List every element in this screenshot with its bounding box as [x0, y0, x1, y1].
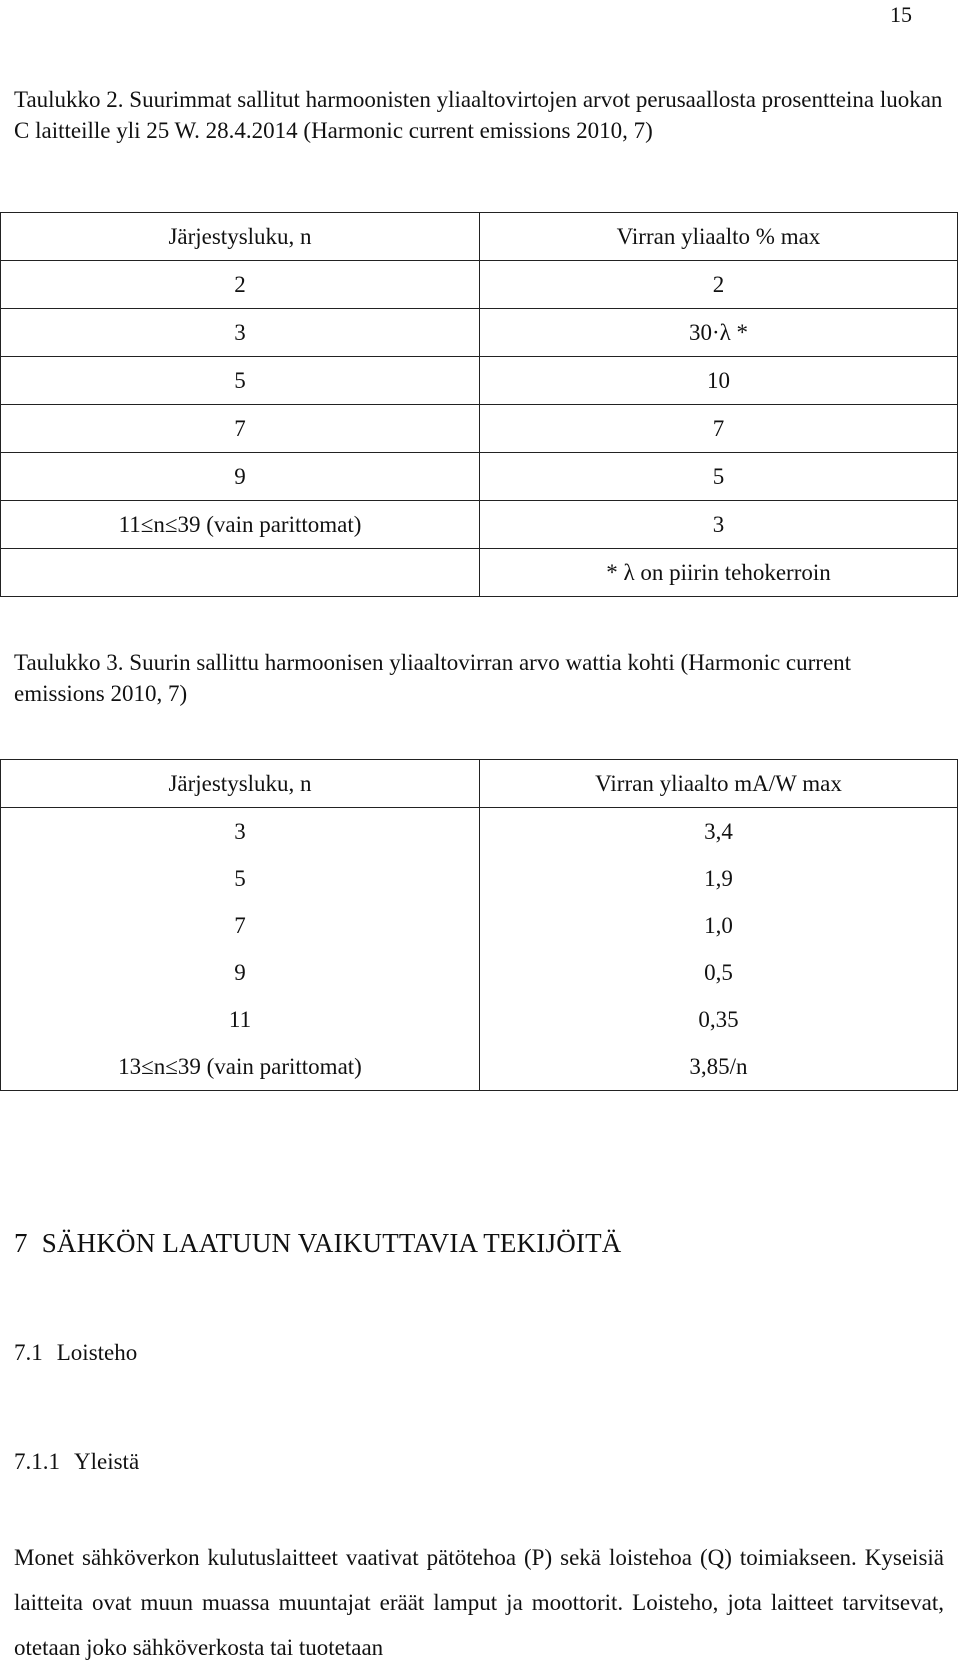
table3-caption: Taulukko 3. Suurin sallittu harmoonisen yliaaltovirran arvo wattia kohti (Harmonic current emissions 2010, 7)	[14, 650, 852, 707]
table3-header-current: Virran yliaalto mA/W max	[480, 760, 958, 808]
table3-cell: 0,5	[704, 959, 733, 985]
table2-cell: 2	[1, 261, 480, 309]
table-row	[1, 261, 958, 309]
table2-cell: 30·λ *	[480, 309, 958, 357]
table2-cell: 9	[1, 453, 480, 501]
body-paragraph: Monet sähköverkon kulutuslaitteet vaativat pätötehoa (P) sekä loistehoa (Q) toimiakseen. Kyseisiä laitteita ovat muun muassa muuntajat eräät lamput ja moottorit. Loisteho, jota laitteet tarvitsevat, otetaan joko sähköverkosta tai tuotetaan	[14, 1545, 944, 1660]
table2-cell: 2	[480, 261, 958, 309]
table2-cell: 5	[1, 357, 480, 405]
table3-cell: 9	[1, 949, 480, 996]
table3-cell: 1,0	[704, 912, 733, 938]
table-row	[1, 357, 958, 405]
section-heading	[14, 1225, 621, 1262]
section-number: 7	[14, 1228, 28, 1258]
subsubsection-number: 7.1.1	[14, 1449, 60, 1474]
table-row	[1, 501, 958, 549]
subsubsection-title: Yleistä	[74, 1449, 140, 1474]
table3-header-row	[1, 760, 958, 808]
table3-cell: 5	[1, 855, 480, 902]
table3-cell: 7	[1, 902, 480, 949]
table3-cell: 11	[1, 996, 480, 1043]
table2-note: * λ on piirin tehokerroin	[480, 549, 958, 597]
subsection-title: Loisteho	[56, 1340, 138, 1365]
subsection-heading	[14, 1337, 137, 1368]
table3-header-order: Järjestysluku, n	[1, 760, 480, 808]
table3-caption-block	[14, 647, 944, 710]
table-row	[1, 808, 958, 856]
table-row	[1, 405, 958, 453]
table2-note-row	[1, 549, 958, 597]
table3-cell: 3	[1, 808, 480, 856]
table-row	[1, 1043, 958, 1091]
subsection-number: 7.1	[14, 1340, 43, 1365]
table-row	[1, 949, 958, 996]
table-row	[1, 855, 958, 902]
table2-cell: 10	[480, 357, 958, 405]
table3-cell: 1,9	[704, 865, 733, 891]
subsubsection-heading	[14, 1446, 139, 1477]
table3-cell: 0,35	[698, 1006, 739, 1032]
table2-empty-cell	[1, 549, 480, 597]
table2-cell: 3	[480, 501, 958, 549]
table-row	[1, 309, 958, 357]
table2-cell: 7	[1, 405, 480, 453]
page-number: 15	[890, 2, 912, 27]
table2-caption-block	[14, 84, 944, 147]
table2	[0, 212, 958, 597]
table3-cell: 13≤n≤39 (vain parittomat)	[1, 1043, 480, 1091]
table2-caption: Taulukko 2. Suurimmat sallitut harmoonisten yliaaltovirtojen arvot perusaallosta prosentteina luokan C laitteille yli 25 W. 28.4.2014 (Harmonic current emissions 2010, 7)	[14, 87, 943, 144]
table3-cell: 3,4	[704, 818, 733, 844]
table2-cell: 3	[1, 309, 480, 357]
table2-header-row	[1, 213, 958, 261]
section-title: SÄHKÖN LAATUUN VAIKUTTAVIA TEKIJÖITÄ	[41, 1228, 622, 1258]
table-row	[1, 996, 958, 1043]
table2-cell: 11≤n≤39 (vain parittomat)	[1, 501, 480, 549]
table2-cell: 5	[480, 453, 958, 501]
table-row	[1, 902, 958, 949]
table2-header-order: Järjestysluku, n	[1, 213, 480, 261]
table2-header-current: Virran yliaalto % max	[480, 213, 958, 261]
table-row	[1, 453, 958, 501]
table3-cell: 3,85/n	[689, 1053, 748, 1079]
table3	[0, 759, 958, 1091]
table2-cell: 7	[480, 405, 958, 453]
